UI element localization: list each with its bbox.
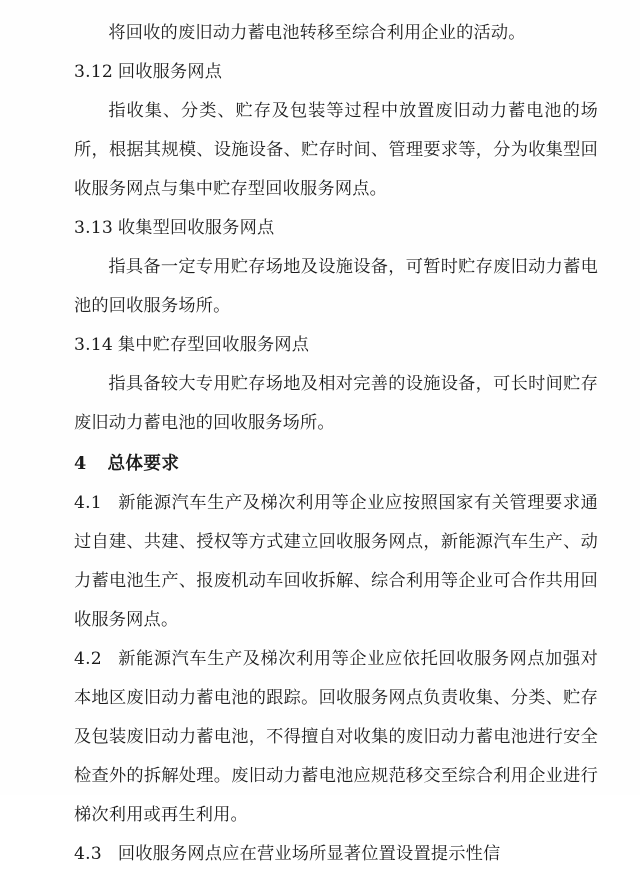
paragraph-3-14: 指具备较大专用贮存场地及相对完善的设施设备，可长时间贮存废旧动力蓄电池的回收服务场所。 (74, 374, 598, 433)
section-heading-3-12 (74, 53, 598, 92)
section-heading-3-14 (74, 326, 598, 365)
section-heading-3-13 (74, 209, 598, 248)
paragraph-3-13: 指具备一定专用贮存场地及设施设备，可暂时贮存废旧动力蓄电池的回收服务场所。 (74, 257, 598, 316)
section-heading-4 (74, 443, 598, 484)
section-title: 总体要求 (107, 453, 180, 474)
section-number: 3.12 (74, 62, 114, 82)
section-number: 3.13 (74, 218, 114, 238)
clause-number: 4.2 (74, 649, 102, 669)
paragraph-3-12: 指收集、分类、贮存及包装等过程中放置废旧动力蓄电池的场所，根据其规模、设施设备、贮存时间、管理要求等，分为收集型回收服务网点与集中贮存型回收服务网点。 (74, 101, 598, 199)
clause-4-3 (74, 835, 598, 874)
clause-4-2 (74, 640, 598, 835)
paragraph-continued: 将回收的废旧动力蓄电池转移至综合利用企业的活动。 (108, 23, 526, 43)
clause-number: 4.1 (74, 493, 102, 513)
clause-text: 回收服务网点应在营业场所显著位置设置提示性信 (117, 844, 501, 864)
clause-4-1 (74, 484, 598, 640)
section-number: 4 (74, 453, 87, 474)
section-title: 收集型回收服务网点 (117, 218, 275, 238)
clause-number: 4.3 (74, 844, 102, 864)
section-title: 回收服务网点 (117, 62, 223, 82)
clause-text: 新能源汽车生产及梯次利用等企业应依托回收服务网点加强对本地区废旧动力蓄电池的跟踪。回收服务网点负责收集、分类、贮存及包装废旧动力蓄电池，不得擅自对收集的废旧动力蓄电池进行安全检查外的拆解处理。废旧动力蓄电池应规范移交至综合利用企业进行梯次利用或再生利用。 (74, 649, 598, 825)
section-number: 3.14 (74, 335, 114, 355)
clause-text: 新能源汽车生产及梯次利用等企业应按照国家有关管理要求通过自建、共建、授权等方式建立回收服务网点，新能源汽车生产、动力蓄电池生产、报废机动车回收拆解、综合利用等企业可合作共用回收服务网点。 (74, 493, 598, 630)
section-title: 集中贮存型回收服务网点 (117, 335, 310, 355)
